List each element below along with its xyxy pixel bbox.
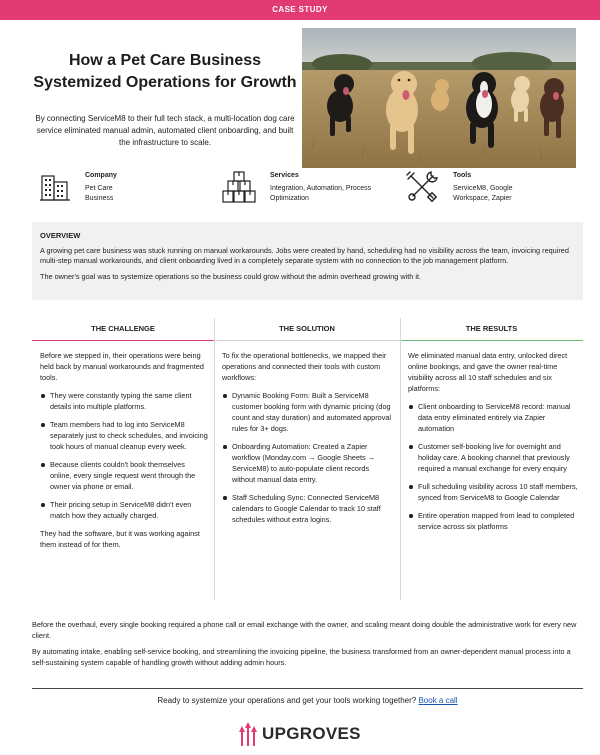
overview-section	[32, 222, 583, 300]
case-study-banner: CASE STUDY	[0, 0, 600, 20]
list-item: Because clients couldn't book themselves online, every single request went through the owner via phone or email.	[40, 459, 208, 492]
solution-rule	[214, 340, 400, 341]
page-title	[30, 50, 300, 94]
summary-paragraph-1: Before the overhaul, every single booking required a phone call or email exchange with the owner, and scaling meant doing double the administrative work for every new client.	[32, 620, 577, 640]
summary-paragraph-2: By automating intake, enabling self-service booking, and streamlining the invoicing pipeline, the business transformed from an owner-dependent manual process into a self-sustaining system capable of handling growth without adding admin hours.	[32, 647, 571, 667]
meta-services	[222, 170, 392, 210]
list-item: Their pricing setup in ServiceM8 didn't even match how they actually charged.	[40, 499, 208, 521]
meta-company	[40, 170, 210, 210]
overview-paragraph-1: A growing pet care business was stuck running on manual workarounds. Jobs were created by hand, scheduling had no visibility across the team, invoicing required multi-step manual workarounds, and client onboarding lived in a completely separate system with no connection to the job management platform.	[40, 246, 569, 265]
list-item: Staff Scheduling Sync: Connected ServiceM8 calendars to Google Calendar to track 10 staff schedules without extra logins.	[222, 492, 393, 525]
dogs-photo	[302, 28, 576, 168]
services-label: Services	[270, 172, 299, 179]
list-item: Onboarding Automation: Created a Zapier workflow (Monday.com → Google Sheets → ServiceM8) to auto-populate client records without manual data entry.	[222, 441, 393, 485]
meta-tools	[405, 170, 580, 210]
tools-label: Tools	[453, 172, 472, 179]
summary-section	[32, 620, 583, 674]
company-value: Pet Care Business	[85, 185, 114, 202]
solution-column	[222, 350, 393, 532]
company-label: Company	[85, 172, 117, 179]
results-column	[408, 350, 578, 539]
list-item: Customer self-booking live for overnight and holiday care. A booking channel that previously required a manual exchange for every enquiry	[408, 441, 578, 474]
title-line-1: How a Pet Care Business	[68, 52, 262, 69]
challenge-rule	[32, 340, 214, 341]
list-item: Full scheduling visibility across 10 staff members, synced from ServiceM8 to Google Calendar	[408, 481, 578, 503]
challenge-column	[40, 350, 208, 557]
cta-text: Ready to systemize your operations and get your tools working together?	[157, 696, 417, 705]
list-item: They were constantly typing the same client details into multiple platforms.	[40, 390, 208, 412]
results-heading: THE RESULTS	[465, 324, 518, 333]
results-list	[408, 401, 578, 532]
tools-icon	[405, 170, 439, 204]
solution-heading: THE SOLUTION	[279, 324, 335, 333]
list-item: Dynamic Booking Form: Built a ServiceM8 customer booking form with dynamic pricing (dog count and stay duration) and automated approval rules for 3+ dogs.	[222, 390, 393, 434]
solution-list	[222, 390, 393, 525]
building-icon	[40, 170, 70, 202]
book-a-call-link[interactable]: Book a call	[418, 696, 458, 705]
cta-divider	[32, 688, 583, 689]
column-divider	[400, 318, 401, 600]
title-line-2: Systemized Operations for Growth	[33, 74, 297, 91]
results-intro: We eliminated manual data entry, unlocked direct online bookings, and gave the owner real-time visibility across all 10 staff schedules and six platforms:	[408, 351, 568, 393]
hero-description: By connecting ServiceM8 to their full tech stack, a multi-location dog care service eliminated manual admin, automated client onboarding, and built the infrastructure to scale.	[35, 114, 295, 147]
challenge-intro: Before we stepped in, their operations were being held back by manual workarounds and fragmented tools.	[40, 351, 204, 382]
list-item: Team members had to log into ServiceM8 separately just to check schedules, and invoicing took hours of manual cleanup every week.	[40, 419, 208, 452]
challenge-list	[40, 390, 208, 521]
challenge-heading: THE CHALLENGE	[91, 324, 155, 333]
upgroves-logo	[236, 722, 366, 748]
boxes-icon	[222, 170, 256, 204]
list-item: Entire operation mapped from lead to completed service across six platforms	[408, 510, 578, 532]
overview-heading: OVERVIEW	[40, 231, 81, 240]
call-to-action	[32, 696, 583, 705]
column-divider	[214, 318, 215, 600]
dogs-running-illustration	[302, 28, 576, 168]
results-rule	[400, 340, 583, 341]
list-item: Client onboarding to ServiceM8 record: manual data entry eliminated entirely via Zapier automation	[408, 401, 578, 434]
services-value: Integration, Automation, Process Optimization	[270, 185, 372, 202]
logo-text: UPGROVES	[262, 724, 361, 743]
overview-paragraph-2: The owner's goal was to systemize operations so the business could grow without the admin overhead growing with it.	[40, 272, 422, 281]
tools-value: ServiceM8, Google Workspace, Zapier	[453, 185, 513, 202]
challenge-outro: They had the software, but it was working against them instead of for them.	[40, 529, 200, 549]
upgroves-arrows-icon	[236, 722, 260, 748]
solution-intro: To fix the operational bottlenecks, we mapped their operations and connected their tools with custom workflows:	[222, 351, 387, 382]
